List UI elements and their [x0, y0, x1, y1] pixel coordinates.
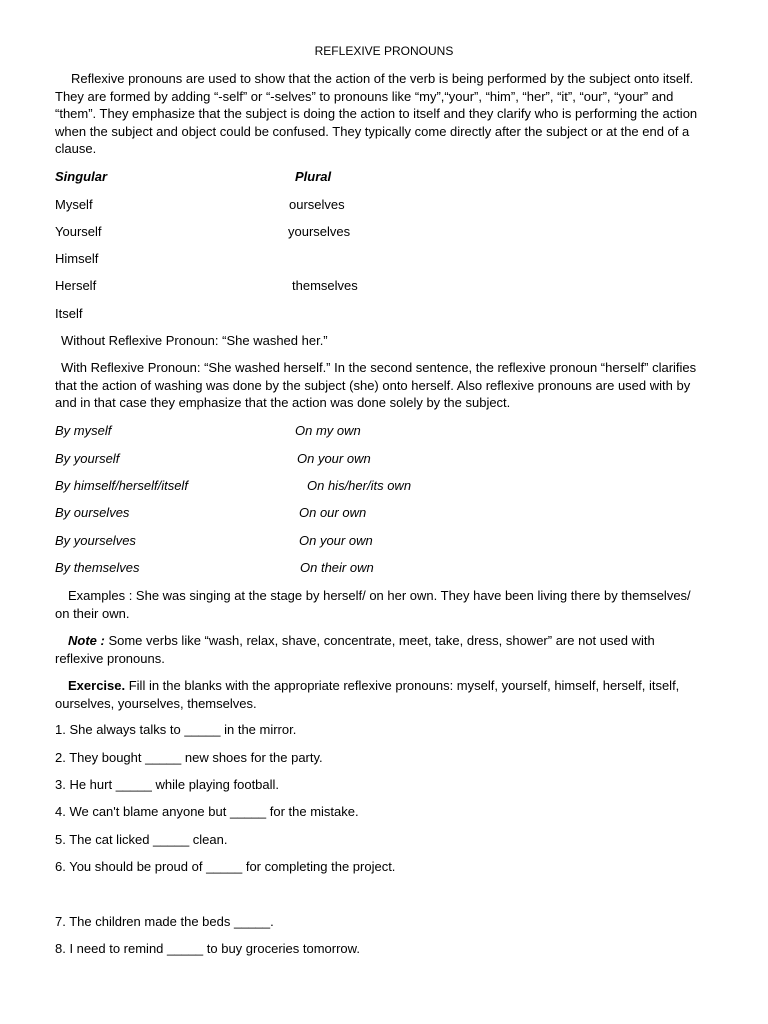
exercise-text: Fill in the blanks with the appropriate reflexive pronouns: myself, yourself, himself, herself, itself, ourselves, yourselves, themselves. [55, 678, 680, 711]
intro-paragraph: Reflexive pronouns are used to show that the action of the verb is being performed by the subject onto itself. They are formed by adding “-self” or “-selves” to pronouns like “my”,“your”, “him”, “her”, “it”, “our”, “your” and “them”. They emphasize that the subject is doing the action to itself and they clarify who is performing the action when the subject and object could be confused. They typically come directly after the subject or at the end of a clause. [55, 71, 698, 156]
by-phrase: By themselves [55, 560, 140, 575]
pronoun-table-header [55, 168, 715, 186]
pronoun-table-row [55, 250, 715, 268]
note-label: Note : [68, 633, 105, 648]
with-example-paragraph: With Reflexive Pronoun: “She washed herself.” In the second sentence, the reflexive pronoun “herself” clarifies that the action of washing was done by the subject (she) onto herself. Also reflexive pronouns are used with by and in that case they emphasize that the action was done solely by the subject. [55, 360, 697, 410]
plural-pronoun: yourselves [288, 224, 351, 239]
pronoun-table-row [55, 305, 715, 323]
by-table-row [55, 559, 715, 577]
page-title: REFLEXIVE PRONOUNS [314, 44, 454, 58]
plural-header: Plural [295, 169, 332, 184]
singular-pronoun: Himself [55, 251, 99, 266]
on-own-phrase: On his/her/its own [307, 478, 412, 493]
exercise-item: 1. She always talks to _____ in the mirror. [55, 722, 297, 737]
by-table-row [55, 477, 715, 495]
on-own-phrase: On our own [299, 505, 367, 520]
singular-pronoun: Myself [55, 197, 93, 212]
by-phrase: By yourselves [55, 533, 136, 548]
singular-pronoun: Herself [55, 278, 97, 293]
without-example: Without Reflexive Pronoun: “She washed her.” [61, 333, 328, 348]
pronoun-table-row [55, 277, 715, 295]
plural-pronoun: themselves [292, 278, 358, 293]
exercise-item: 3. He hurt _____ while playing football. [55, 777, 280, 792]
exercise-label: Exercise. [68, 678, 126, 693]
exercise-item: 5. The cat licked _____ clean. [55, 832, 228, 847]
by-table-row [55, 532, 715, 550]
exercise-item: 7. The children made the beds _____. [55, 914, 274, 929]
by-table-row [55, 504, 715, 522]
by-table-row [55, 450, 715, 468]
on-own-phrase: On your own [299, 533, 373, 548]
on-own-phrase: On their own [300, 560, 374, 575]
note-paragraph [55, 632, 705, 667]
pronoun-table-row [55, 196, 715, 214]
by-phrase: By ourselves [55, 505, 130, 520]
note-text: Some verbs like “wash, relax, shave, concentrate, meet, take, dress, shower” are not used with reflexive pronouns. [55, 633, 655, 666]
examples-paragraph: Examples : She was singing at the stage by herself/ on her own. They have been living there by themselves/ on their own. [55, 588, 691, 621]
by-phrase: By himself/herself/itself [55, 478, 188, 493]
plural-pronoun: ourselves [289, 197, 345, 212]
exercise-item: 2. They bought _____ new shoes for the party. [55, 750, 323, 765]
on-own-phrase: On your own [297, 451, 371, 466]
exercise-item: 6. You should be proud of _____ for completing the project. [55, 859, 396, 874]
exercise-paragraph [55, 677, 705, 712]
singular-pronoun: Itself [55, 306, 83, 321]
pronoun-table-row [55, 223, 715, 241]
by-phrase: By yourself [55, 451, 120, 466]
on-own-phrase: On my own [295, 423, 361, 438]
by-table-row [55, 422, 715, 440]
by-phrase: By myself [55, 423, 112, 438]
singular-header: Singular [55, 169, 108, 184]
singular-pronoun: Yourself [55, 224, 102, 239]
exercise-item: 8. I need to remind _____ to buy groceries tomorrow. [55, 941, 360, 956]
exercise-item: 4. We can't blame anyone but _____ for the mistake. [55, 804, 359, 819]
